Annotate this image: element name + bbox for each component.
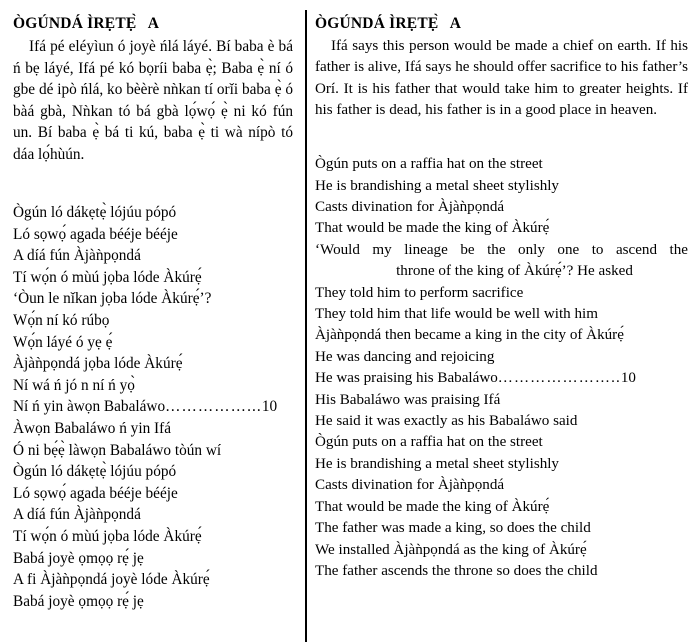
verse-line: Casts divination for Àjàǹpọndá [315, 477, 505, 494]
verse-line: His Babaláwo was praising Ifá [315, 391, 501, 408]
left-intro-paragraph: Ifá pé eléyìun ó joyè ńlá láyé. Bí baba è bá ń bẹ láyé, Ifá pé kó bọríi baba ẹ̀; Baba ẹ̀ ní ó gbe dé ipò ńlá, ko bèèrè nǹkan tí orǐi baba ẹ̀ ó bàá gbà, Nǹkan tó bá gbà lọ́wọ́ ẹ̀ ni kó fún un. Bí baba ẹ̀ bá ti kú, baba ẹ̀ ti wà nípò tó dáa lọ́hùún. [13, 38, 293, 163]
verse-line: We installed Àjàǹpọndá as the king of Àkúrẹ́ [315, 541, 587, 558]
right-column-english [309, 0, 694, 582]
verse-line-with-leader [13, 396, 293, 418]
verse-line: A díá fún Àjàǹpọndá [13, 506, 141, 524]
column-divider [305, 10, 307, 642]
verse-line: They told him that life would be well with him [315, 306, 598, 323]
leader-number: 10 [261, 398, 278, 416]
left-column-yoruba [0, 0, 303, 612]
leader-dots: ……………... [165, 398, 262, 416]
verse-line: Àjàǹpọndá jọba lóde Àkúrẹ́ [13, 355, 183, 373]
verse-line: Ògún ló dákẹtẹ̀ lójúu pópó [13, 204, 177, 221]
verse-line: Àwọn Babaláwo ń yin Ifá [13, 419, 172, 437]
verse-line: The father ascends the throne so does the child [315, 562, 598, 579]
verse-line: Ó ni bẹ́ẹ̀ làwọn Babaláwo tòún wí [13, 441, 222, 459]
verse-line-continuation: throne of the king of Àkúrẹ́’? He asked [396, 263, 633, 280]
verse-line: They told him to perform sacrifice [315, 284, 524, 301]
leader-number: 10 [620, 370, 636, 387]
verse-line: He said it was exactly as his Babaláwo said [315, 413, 578, 430]
verse-line-text: He was praising his Babaláwo [315, 370, 498, 387]
verse-line: Ògún ló dákẹtẹ̀ lójúu pópó [13, 463, 177, 481]
verse-line: He is brandishing a metal sheet stylishly [315, 177, 559, 194]
verse-line: That would be made the king of Àkúrẹ́ [315, 498, 550, 515]
verse-line-with-leader [315, 368, 688, 389]
verse-line: Àjàǹpọndá then became a king in the city of Àkúrẹ́ [315, 327, 624, 344]
verse-line: The father was made a king, so does the child [315, 520, 591, 537]
verse-line: He is brandishing a metal sheet stylishly [315, 455, 559, 472]
verse-line: Ní wá ń jó n ní ń yọ̀ [13, 376, 135, 394]
leader-dots: ………………….. [497, 370, 621, 387]
verse-line: Casts divination for Àjàǹpọndá [315, 199, 505, 215]
verse-line: Wọ́n ní kó rúbọ [13, 311, 110, 329]
verse-line: Ògún puts on a raffia hat on the street [315, 434, 543, 451]
verse-line: Ló sọwọ́ agada bééje bééje [13, 484, 178, 502]
verse-line: Tí wọ́n ó mùú jọba lóde Àkúrẹ́ [13, 268, 202, 286]
left-odu-title: ÒGÚNDÁ ÌRẸTẸ̀ A [13, 15, 160, 32]
verse-line: Tí wọ́n ó mùú jọba lóde Àkúrẹ́ [13, 527, 202, 545]
right-odu-title: ÒGÚNDÁ ÌRẸTẸ̀ A [315, 15, 462, 32]
verse-line: That would be made the king of Àkúrẹ́ [315, 220, 550, 237]
left-verse-list [13, 202, 293, 612]
verse-line: Babá joyè ọmọọ rẹ́ jẹ [13, 592, 144, 610]
verse-line: Ògún puts on a raffia hat on the street [315, 156, 543, 173]
right-spacer [315, 121, 688, 154]
left-spacer [13, 165, 293, 202]
verse-line: A fi Àjàǹpọndá joyè lóde Àkúrẹ́ [13, 571, 210, 589]
verse-line: Wọ́n láyé ó yẹ ẹ́ [13, 333, 113, 351]
right-intro-paragraph: Ifá says this person would be made a chief on earth. If his father is alive, Ifá says he should offer sacrifice to his father’s Orí. It is his father that would take him to greater heights. If his father is dead, his father is in a good place in heaven. [315, 38, 688, 118]
verse-line: He was dancing and rejoicing [315, 348, 495, 365]
verse-line-justified: ‘Would my lineage be the only one to ascend the [315, 241, 688, 258]
verse-line: Babá joyè ọmọọ rẹ́ jẹ [13, 549, 144, 567]
verse-line-text: Ní ń yin àwọn Babaláwo [13, 398, 166, 416]
verse-line: ‘Òun le nǐkan jọba lóde Àkúrẹ́’? [13, 290, 212, 308]
verse-line: A díá fún Àjàǹpọndá [13, 247, 141, 265]
right-verse-list [315, 154, 688, 582]
verse-line: Ló sọwọ́ agada bééje bééje [13, 225, 178, 243]
